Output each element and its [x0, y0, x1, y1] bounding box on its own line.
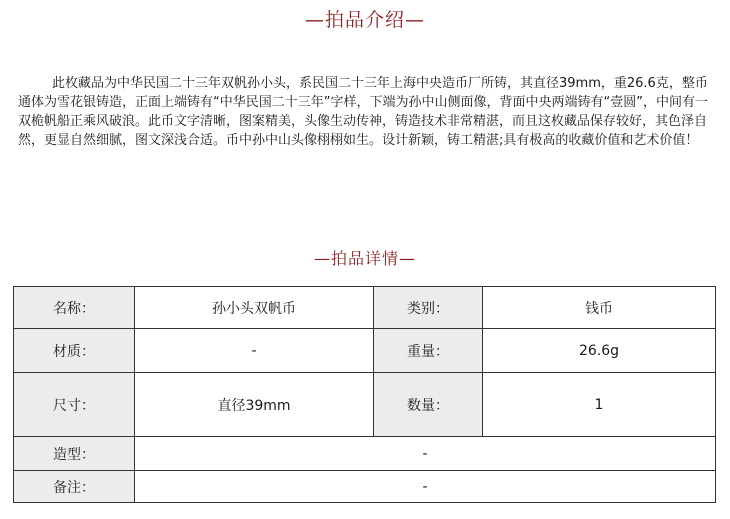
details-section-title: —拍品详情— [313, 249, 416, 268]
table-row [14, 437, 716, 471]
remark-label: 备注： [14, 471, 135, 503]
category-value: 钱币 [483, 287, 716, 329]
shape-label: 造型： [14, 437, 135, 471]
weight-label: 重量： [374, 329, 483, 373]
remark-value: - [135, 471, 716, 503]
intro-section-title: —拍品介绍— [304, 9, 425, 31]
shape-value: - [135, 437, 716, 471]
name-label: 名称： [14, 287, 135, 329]
details-table [13, 286, 716, 503]
quantity-value: 1 [483, 373, 716, 437]
table-row [14, 287, 716, 329]
table-row [14, 373, 716, 437]
table-row [14, 329, 716, 373]
weight-value: 26.6g [483, 329, 716, 373]
category-label: 类别： [374, 287, 483, 329]
material-label: 材质： [14, 329, 135, 373]
quantity-label: 数量： [374, 373, 483, 437]
intro-paragraph: 此枚藏品为中华民国二十三年双帆孙小头，系民国二十三年上海中央造币厂所铸，其直径39mm，重26.6克，整币通体为雪花银铸造，正面上端铸有“中华民国二十三年”字样，下端为孙中山侧面像，背面中央两端铸有“壹圆”，中间有一双桅帆船正乘风破浪。此币文字清晰，图案精美，头像生动传神，铸造技术非常精湛，而且这枚藏品保存较好，其色泽自然，更显自然细腻，图文深浅合适。币中孙中山头像栩栩如生。设计新颖，铸工精湛;具有极高的收藏价值和艺术价值！ [18, 76, 708, 148]
size-value: 直径39mm [135, 373, 374, 437]
material-value: - [135, 329, 374, 373]
size-label: 尺寸： [14, 373, 135, 437]
table-row [14, 471, 716, 503]
name-value: 孙小头双帆币 [135, 287, 374, 329]
